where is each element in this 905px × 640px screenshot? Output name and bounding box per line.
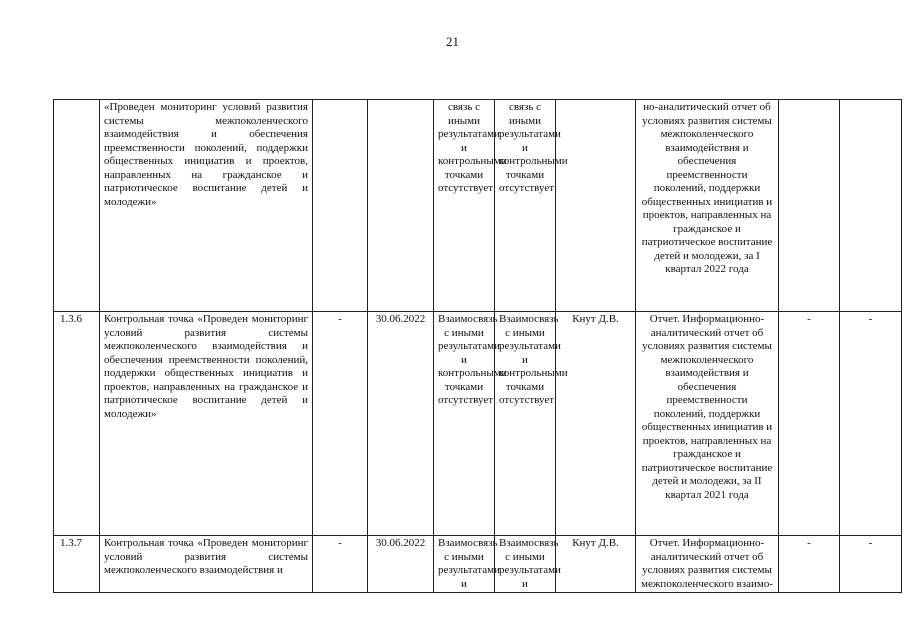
extra-col-2: - <box>840 536 902 593</box>
extra-col-2 <box>840 100 902 312</box>
responsible: Кнут Д.В. <box>556 536 636 593</box>
link-successors: Взаимосвязь с иными результатами и <box>495 536 556 593</box>
due-date: 30.06.2022 <box>368 536 434 593</box>
base-value: - <box>313 312 368 536</box>
row-number: 1.3.6 <box>54 312 100 536</box>
plan-table <box>53 99 902 593</box>
report-document: Отчет. Информационно-аналитический отчет об условиях развития системы межпоколенческого взаимодействия и обеспечения преемственности поколений, поддержки общественных инициатив и проектов, направленных на гражданское и патриотическое воспитание детей и молодежи, за II квартал 2021 года <box>636 312 779 536</box>
extra-col-1 <box>779 100 840 312</box>
link-predecessors: связь с иными результатами и контрольными точками отсутствует <box>434 100 495 312</box>
extra-col-1: - <box>779 536 840 593</box>
checkpoint-name: Контрольная точка «Проведен мониторинг условий развития системы межпоколенческого взаимодействия и обеспечения преемственности поколений, поддержки общественных инициатив и проектов, направленных на гражданское и патриотическое воспитание детей и молодежи» <box>100 312 313 536</box>
due-date: 30.06.2022 <box>368 312 434 536</box>
checkpoint-name: Контрольная точка «Проведен мониторинг условий развития системы межпоколенческого взаимодействия и <box>100 536 313 593</box>
responsible <box>556 100 636 312</box>
extra-col-1: - <box>779 312 840 536</box>
row-number <box>54 100 100 312</box>
link-successors: связь с иными результатами и контрольными точками отсутствует <box>495 100 556 312</box>
responsible: Кнут Д.В. <box>556 312 636 536</box>
table-row <box>54 100 902 312</box>
report-document: но-аналитический отчет об условиях развития системы межпоколенческого взаимодействия и обеспечения преемственности поколений, поддержки общественных инициатив и проектов, направленных на гражданское и патриотическое воспитание детей и молодежи, за I квартал 2022 года <box>636 100 779 312</box>
base-value <box>313 100 368 312</box>
link-successors: Взаимосвязь с иными результатами и контрольными точками отсутствует <box>495 312 556 536</box>
table-row <box>54 312 902 536</box>
link-predecessors: Взаимосвязь с иными результатами и <box>434 536 495 593</box>
report-document: Отчет. Информационно-аналитический отчет об условиях развития системы межпоколенческого взаимо- <box>636 536 779 593</box>
link-predecessors: Взаимосвязь с иными результатами и контрольными точками отсутствует <box>434 312 495 536</box>
due-date <box>368 100 434 312</box>
row-number: 1.3.7 <box>54 536 100 593</box>
page-number: 21 <box>446 34 459 49</box>
extra-col-2: - <box>840 312 902 536</box>
table-row <box>54 536 902 593</box>
base-value: - <box>313 536 368 593</box>
checkpoint-name: «Проведен мониторинг условий развития системы межпоколенческого взаимодействия и обеспечения преемственности поколений, поддержки общественных инициатив и проектов, направленных на гражданское и патриотическое воспитание детей и молодежи» <box>100 100 313 312</box>
